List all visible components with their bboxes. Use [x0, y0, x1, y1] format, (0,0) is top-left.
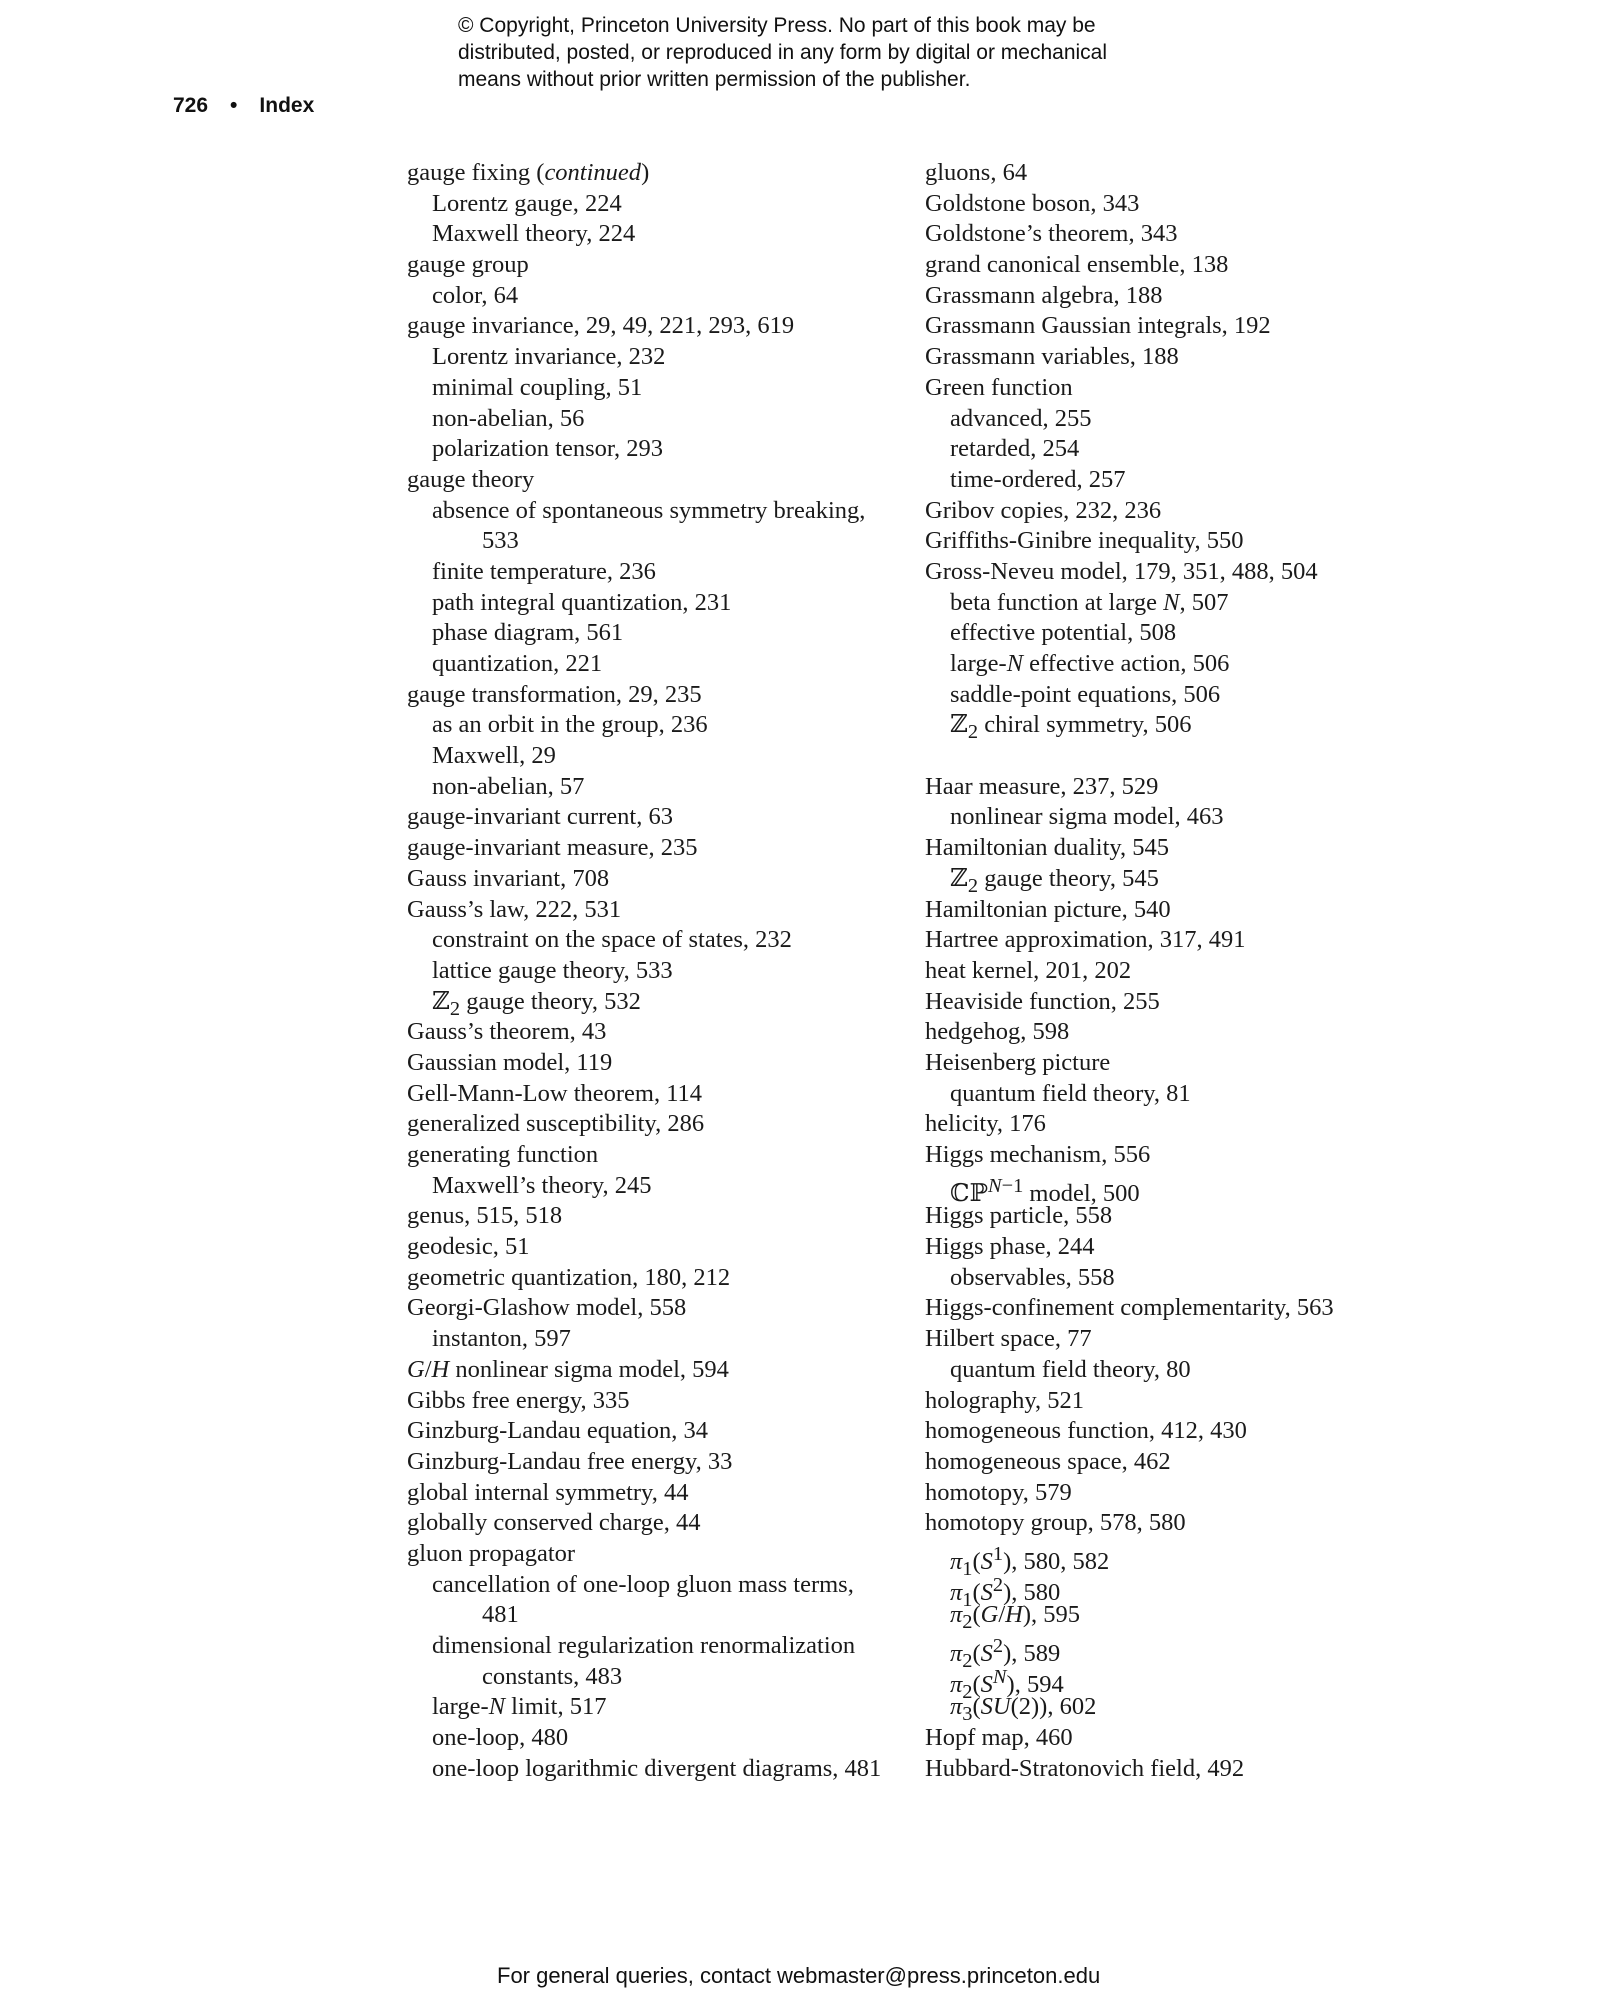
index-entry: Higgs mechanism, 556 — [925, 1141, 1151, 1168]
index-entry: Heisenberg picture — [925, 1048, 1111, 1076]
index-subentry: minimal coupling, 51 — [432, 373, 643, 401]
index-entry: Heaviside function, 255 — [925, 987, 1160, 1015]
index-subentry: $\pi_2(S^N)$, 594 — [950, 1665, 1064, 1703]
index-entry: heat kernel, 201, 202 — [925, 956, 1132, 984]
index-subentry: observables, 558 — [950, 1263, 1115, 1291]
index-subentry: quantum field theory, 81 — [950, 1079, 1191, 1107]
index-subentry: Maxwell, 29 — [432, 742, 556, 770]
section-title: Index — [259, 94, 315, 117]
index-entry: Hopf map, 460 — [925, 1724, 1073, 1752]
index-subentry: instanton, 597 — [432, 1325, 571, 1353]
index-subentry: ℂℙ$^{N-1}$ model, 500 — [950, 1174, 1140, 1207]
index-subentry: path integral quantization, 231 — [432, 588, 732, 616]
bullet-separator: • — [230, 94, 238, 117]
index-entry: homogeneous function, 412, 430 — [925, 1417, 1247, 1445]
index-entry: Higgs particle, 558 — [925, 1202, 1113, 1230]
index-entry-continuation: constants, 483 — [482, 1662, 623, 1690]
index-subentry: non-abelian, 56 — [432, 404, 585, 432]
index-entry: Griffiths-Ginibre inequality, 550 — [925, 527, 1244, 555]
index-subentry: quantization, 221 — [432, 650, 603, 677]
index-entry: Georgi-Glashow model, 558 — [407, 1294, 687, 1322]
index-subentry: ℤ$_2$ chiral symmetry, 506 — [950, 711, 1192, 744]
copyright-notice — [458, 12, 1218, 93]
index-entry: Ginzburg-Landau free energy, 33 — [407, 1447, 733, 1475]
index-subentry: Lorentz gauge, 224 — [432, 189, 622, 217]
index-entry: geodesic, 51 — [407, 1233, 530, 1261]
index-entry: hedgehog, 598 — [925, 1018, 1070, 1046]
index-entry: Gibbs free energy, 335 — [407, 1386, 630, 1414]
index-subentry: $\pi_2(S^2)$, 589 — [950, 1635, 1061, 1673]
running-head — [173, 94, 314, 118]
index-subentry: polarization tensor, 293 — [432, 435, 664, 463]
index-entry-continuation: 533 — [482, 527, 519, 555]
page-number: 726 — [173, 94, 209, 117]
index-entry: homotopy, 579 — [925, 1478, 1072, 1506]
index-entry: Hartree approximation, 317, 491 — [925, 926, 1246, 954]
index-subentry: ℤ$_2$ gauge theory, 532 — [432, 987, 641, 1020]
index-entry: Gross-Neveu model, 179, 351, 488, 504 — [925, 557, 1318, 585]
copyright-line: means without prior written permission of the publisher. — [458, 68, 971, 91]
index-entry: Gauss invariant, 708 — [407, 864, 610, 892]
index-subentry: effective potential, 508 — [950, 619, 1177, 647]
index-subentry: Maxwell theory, 224 — [432, 220, 636, 248]
index-subentry: cancellation of one-loop gluon mass terms, — [432, 1570, 854, 1598]
letter-group-gap — [925, 741, 1445, 772]
index-entry: Goldstone boson, 343 — [925, 189, 1140, 217]
index-entry: homotopy group, 578, 580 — [925, 1509, 1186, 1537]
index-entry: G/H nonlinear sigma model, 594 — [407, 1355, 729, 1383]
index-subentry: nonlinear sigma model, 463 — [950, 803, 1224, 831]
index-entry: Goldstone’s theorem, 343 — [925, 220, 1178, 248]
index-subentry: one-loop, 480 — [432, 1724, 569, 1752]
index-subentry: phase diagram, 561 — [432, 619, 624, 647]
index-entry: holography, 521 — [925, 1386, 1084, 1414]
footer-contact: For general queries, contact webmaster@press.princeton.edu — [497, 1963, 1101, 1988]
index-subentry: dimensional regularization renormalization — [432, 1632, 856, 1659]
index-entry: Grassmann Gaussian integrals, 192 — [925, 312, 1271, 340]
index-subentry: ℤ$_2$ gauge theory, 545 — [950, 864, 1159, 897]
index-entry: gauge group — [407, 251, 529, 279]
index-entry: genus, 515, 518 — [407, 1202, 563, 1230]
index-entry: Higgs phase, 244 — [925, 1233, 1095, 1261]
index-subentry: $\pi_2(G/H)$, 595 — [950, 1601, 1081, 1634]
index-subentry: non-abelian, 57 — [432, 772, 585, 800]
index-entry: Gauss’s theorem, 43 — [407, 1018, 607, 1046]
index-entry: homogeneous space, 462 — [925, 1447, 1171, 1475]
index-subentry: color, 64 — [432, 281, 519, 309]
index-subentry: absence of spontaneous symmetry breaking, — [432, 496, 866, 524]
index-entry: gauge invariance, 29, 49, 221, 293, 619 — [407, 312, 795, 340]
index-subentry: retarded, 254 — [950, 435, 1080, 463]
index-entry: Hamiltonian duality, 545 — [925, 834, 1170, 862]
index-subentry: one-loop logarithmic divergent diagrams, 481 — [432, 1754, 882, 1782]
index-entry: Gribov copies, 232, 236 — [925, 496, 1162, 524]
index-entry: Gauss’s law, 222, 531 — [407, 895, 622, 923]
index-subentry: time-ordered, 257 — [950, 465, 1126, 493]
index-subentry: saddle-point equations, 506 — [950, 680, 1221, 708]
index-subentry: advanced, 255 — [950, 404, 1092, 432]
index-subentry: constraint on the space of states, 232 — [432, 926, 792, 954]
index-subentry: $\pi_1(S^1)$, 580, 582 — [950, 1542, 1110, 1580]
index-entry: helicity, 176 — [925, 1110, 1046, 1138]
index-subentry: finite temperature, 236 — [432, 557, 656, 585]
index-entry: Haar measure, 237, 529 — [925, 772, 1159, 800]
index-entry: Hubbard-Stratonovich field, 492 — [925, 1754, 1245, 1782]
index-entry: gauge transformation, 29, 235 — [407, 680, 702, 708]
index-subentry: $\pi_3(SU(2))$, 602 — [950, 1693, 1097, 1726]
index-entry: Gaussian model, 119 — [407, 1048, 613, 1076]
index-entry: gauge-invariant current, 63 — [407, 803, 673, 831]
index-entry: global internal symmetry, 44 — [407, 1478, 689, 1506]
index-subentry: beta function at large N, 507 — [950, 588, 1229, 616]
index-subentry: quantum field theory, 80 — [950, 1355, 1191, 1383]
index-subentry: $\pi_1(S^2)$, 580 — [950, 1573, 1061, 1611]
index-entry: gauge-invariant measure, 235 — [407, 834, 698, 862]
index-entry: grand canonical ensemble, 138 — [925, 251, 1229, 279]
copyright-line: © Copyright, Princeton University Press. No part of this book may be — [458, 14, 1096, 37]
index-entry: Higgs-confinement complementarity, 563 — [925, 1294, 1334, 1322]
index-entry: gluon propagator — [407, 1539, 576, 1567]
index-entry: Hilbert space, 77 — [925, 1325, 1092, 1353]
index-subentry: as an orbit in the group, 236 — [432, 711, 708, 739]
index-entry: generating function — [407, 1141, 599, 1168]
index-entry: gauge fixing (continued) — [407, 159, 650, 186]
index-entry: globally conserved charge, 44 — [407, 1509, 701, 1537]
index-subentry: Lorentz invariance, 232 — [432, 343, 666, 371]
index-entry: generalized susceptibility, 286 — [407, 1110, 705, 1138]
index-subentry: lattice gauge theory, 533 — [432, 956, 673, 984]
index-column-right — [925, 158, 1445, 1784]
index-column-left — [407, 158, 897, 1784]
index-subentry: Maxwell’s theory, 245 — [432, 1171, 652, 1199]
index-entry: gauge theory — [407, 465, 535, 493]
index-entry: Grassmann algebra, 188 — [925, 281, 1163, 309]
index-entry: Green function — [925, 373, 1073, 401]
index-subentry: large-N limit, 517 — [432, 1693, 607, 1721]
index-entry: gluons, 64 — [925, 159, 1028, 186]
index-entry: Gell-Mann-Low theorem, 114 — [407, 1079, 703, 1107]
index-entry: geometric quantization, 180, 212 — [407, 1263, 731, 1291]
copyright-line: distributed, posted, or reproduced in any form by digital or mechanical — [458, 41, 1108, 64]
index-entry: Grassmann variables, 188 — [925, 343, 1179, 371]
index-entry-continuation: 481 — [482, 1601, 519, 1629]
index-subentry: large-N effective action, 506 — [950, 650, 1230, 677]
index-entry: Ginzburg-Landau equation, 34 — [407, 1417, 708, 1445]
index-entry: Hamiltonian picture, 540 — [925, 895, 1171, 923]
